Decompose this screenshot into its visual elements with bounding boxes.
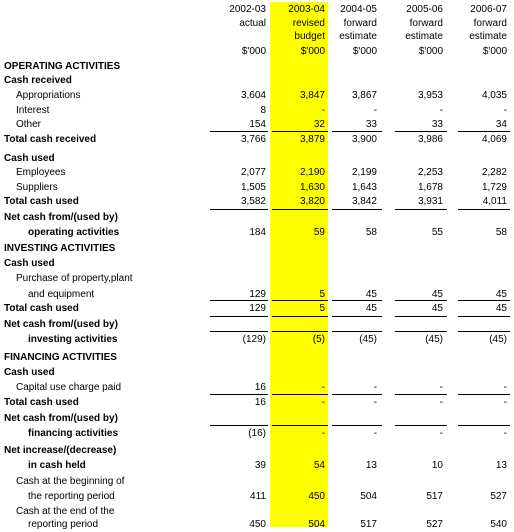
cell-value: - — [439, 382, 443, 393]
cell-value: 4,011 — [482, 196, 507, 207]
table-row — [0, 332, 514, 347]
rule-line — [272, 131, 328, 132]
cell-value: 1,643 — [351, 182, 377, 193]
header-row-years — [0, 2, 514, 17]
col-header: estimate — [405, 31, 443, 42]
cell-value: 3,820 — [299, 196, 325, 207]
row-label: Net cash from/(used by) — [4, 413, 118, 424]
cell-value: (129) — [242, 334, 266, 345]
rule-line — [458, 316, 510, 317]
cell-value: 5 — [319, 303, 325, 314]
col-header: actual — [239, 18, 266, 29]
row-label: Other — [16, 119, 42, 130]
col-header: 2006-07 — [470, 4, 507, 15]
table-row — [0, 395, 514, 410]
row-label: Suppliers — [16, 182, 58, 193]
row-label: Interest — [16, 105, 50, 116]
cell-value: 504 — [360, 491, 377, 502]
row-label: operating activities — [28, 227, 120, 238]
rule-line — [332, 331, 382, 332]
rule-line — [395, 394, 447, 395]
cell-value: - — [373, 397, 377, 408]
table-row — [0, 443, 514, 458]
cell-value: 1,678 — [417, 182, 443, 193]
cell-value: - — [373, 105, 377, 116]
col-header: 2005-06 — [406, 4, 443, 15]
cell-value: - — [439, 397, 443, 408]
table-row — [0, 194, 514, 209]
table-row — [0, 165, 514, 180]
rule-line — [272, 316, 328, 317]
cell-value: 4,035 — [481, 90, 507, 101]
cell-value: 184 — [249, 227, 266, 238]
rule-line — [210, 316, 268, 317]
table-row — [0, 517, 514, 532]
cell-value: (16) — [248, 428, 266, 439]
table-row — [0, 301, 514, 316]
rule-line — [210, 300, 268, 301]
cell-value: (45) — [425, 334, 443, 345]
table-row — [0, 426, 514, 441]
cell-value: - — [439, 105, 443, 116]
row-label: in cash held — [28, 460, 86, 471]
row-label: Capital use charge paid — [16, 382, 122, 393]
cell-value: 1,630 — [299, 182, 325, 193]
cell-value: 3,900 — [351, 134, 377, 145]
cell-value: - — [321, 105, 325, 116]
rule-line — [272, 209, 328, 210]
cell-value: 13 — [365, 460, 377, 471]
rule-line — [210, 331, 268, 332]
cell-value: - — [503, 105, 507, 116]
cell-value: - — [321, 397, 325, 408]
cell-value: 3,953 — [417, 90, 443, 101]
cell-value: 10 — [431, 460, 443, 471]
col-header: forward — [409, 18, 443, 29]
cell-value: 39 — [254, 460, 266, 471]
rule-line — [395, 131, 447, 132]
row-label: FINANCING ACTIVITIES — [4, 352, 117, 363]
col-unit: $'000 — [241, 46, 266, 57]
rule-line — [272, 394, 328, 395]
cell-value: 55 — [431, 227, 443, 238]
row-label: financing activities — [28, 428, 119, 439]
cell-value: 3,766 — [240, 134, 266, 145]
col-header: revised — [292, 18, 325, 29]
cell-value: 45 — [431, 303, 443, 314]
cell-value: 16 — [254, 382, 266, 393]
row-label: Total cash used — [4, 397, 79, 408]
col-header: 2004-05 — [340, 4, 377, 15]
cell-value: 45 — [365, 289, 377, 300]
row-label: Net increase/(decrease) — [4, 445, 117, 456]
cell-value: 3,604 — [240, 90, 266, 101]
cell-value: 450 — [249, 519, 266, 530]
cell-value: 154 — [249, 119, 266, 130]
row-label: reporting period — [28, 519, 99, 530]
cell-value: 45 — [495, 289, 507, 300]
col-header: forward — [343, 18, 377, 29]
cell-value: 3,842 — [351, 196, 377, 207]
row-label: and equipment — [28, 289, 95, 300]
cell-value: 504 — [308, 519, 325, 530]
rule-line — [395, 316, 447, 317]
cell-value: 45 — [365, 303, 377, 314]
rule-line — [395, 425, 447, 426]
cell-value: (45) — [359, 334, 377, 345]
rule-line — [332, 209, 382, 210]
cell-value: 16 — [254, 397, 266, 408]
col-header: forward — [473, 18, 507, 29]
rule-line — [395, 331, 447, 332]
table-row — [0, 73, 514, 88]
table-row — [0, 458, 514, 473]
cell-value: 2,190 — [299, 167, 325, 178]
cell-value: 33 — [431, 119, 443, 130]
row-label: Cash at the beginning of — [16, 476, 125, 487]
col-unit: $'000 — [482, 46, 507, 57]
col-header: estimate — [339, 31, 377, 42]
table-row — [0, 271, 514, 286]
col-header: budget — [294, 31, 325, 42]
cell-value: 517 — [426, 491, 443, 502]
row-label: Net cash from/(used by) — [4, 319, 118, 330]
cell-value: 3,867 — [351, 90, 377, 101]
cell-value: 32 — [313, 119, 325, 130]
table-row — [0, 350, 514, 365]
table-row — [0, 132, 514, 147]
cell-value: - — [321, 382, 325, 393]
cell-value: 54 — [313, 460, 325, 471]
row-label: Cash received — [4, 75, 72, 86]
rule-line — [272, 300, 328, 301]
table-row — [0, 241, 514, 256]
table-row — [0, 117, 514, 132]
cell-value: 527 — [490, 491, 507, 502]
cell-value: 1,729 — [481, 182, 507, 193]
row-label: Cash used — [4, 153, 55, 164]
col-unit: $'000 — [418, 46, 443, 57]
row-label: Cash used — [4, 258, 55, 269]
row-label: OPERATING ACTIVITIES — [4, 61, 121, 72]
rule-line — [210, 209, 268, 210]
row-label: the reporting period — [28, 491, 115, 502]
cell-value: 2,199 — [351, 167, 377, 178]
row-label: Cash used — [4, 367, 55, 378]
cell-value: - — [373, 428, 377, 439]
table-row — [0, 317, 514, 332]
col-header: 2002-03 — [229, 4, 266, 15]
header-row-type-2 — [0, 29, 514, 44]
cell-value: 34 — [495, 119, 507, 130]
rule-line — [458, 209, 510, 210]
row-label: Net cash from/(used by) — [4, 212, 118, 223]
table-row — [0, 180, 514, 195]
cell-value: - — [439, 428, 443, 439]
col-header: estimate — [469, 31, 507, 42]
rule-line — [332, 316, 382, 317]
header-row-units — [0, 44, 514, 59]
cell-value: - — [321, 428, 325, 439]
rule-line — [458, 394, 510, 395]
cell-value: 8 — [260, 105, 266, 116]
cell-value: 58 — [495, 227, 507, 238]
cell-value: (45) — [489, 334, 507, 345]
row-label: Total cash used — [4, 196, 79, 207]
rule-line — [332, 300, 382, 301]
row-label: Total cash received — [4, 134, 97, 145]
cell-value: - — [503, 428, 507, 439]
cell-value: 450 — [308, 491, 325, 502]
cell-value: 13 — [495, 460, 507, 471]
cell-value: 33 — [365, 119, 377, 130]
cell-value: - — [503, 397, 507, 408]
rule-line — [210, 394, 268, 395]
cell-value: 2,282 — [481, 167, 507, 178]
cell-value: 129 — [249, 303, 266, 314]
cell-value: 411 — [250, 491, 266, 502]
col-unit: $'000 — [352, 46, 377, 57]
rule-line — [332, 394, 382, 395]
cell-value: 3,879 — [299, 134, 325, 145]
row-label: Appropriations — [16, 90, 81, 101]
col-header: 2003-04 — [288, 4, 325, 15]
rule-line — [458, 131, 510, 132]
rule-line — [210, 131, 268, 132]
rule-line — [458, 300, 510, 301]
cell-value: 5 — [319, 289, 325, 300]
table-row — [0, 365, 514, 380]
table-row — [0, 411, 514, 426]
rule-line — [395, 209, 447, 210]
row-label: investing activities — [28, 334, 118, 345]
cell-value: 3,847 — [299, 90, 325, 101]
table-row — [0, 489, 514, 504]
table-row — [0, 256, 514, 271]
rule-line — [395, 300, 447, 301]
cell-value: 4,069 — [481, 134, 507, 145]
cell-value: 517 — [360, 519, 377, 530]
table-row — [0, 474, 514, 489]
cell-value: 2,077 — [240, 167, 266, 178]
cell-value: 45 — [495, 303, 507, 314]
table-row — [0, 210, 514, 225]
col-unit: $'000 — [300, 46, 325, 57]
cell-value: 527 — [426, 519, 443, 530]
cell-value: 3,986 — [417, 134, 443, 145]
cell-value: 540 — [490, 519, 507, 530]
cell-value: 59 — [313, 227, 325, 238]
table-row — [0, 59, 514, 74]
row-label: Purchase of property,plant — [16, 273, 133, 284]
table-row — [0, 225, 514, 240]
cell-value: 58 — [365, 227, 377, 238]
table-row — [0, 151, 514, 166]
cell-value: 3,931 — [417, 196, 443, 207]
rule-line — [458, 425, 510, 426]
cell-value: 2,253 — [417, 167, 443, 178]
cell-value: - — [373, 382, 377, 393]
row-label: Cash at the end of the — [16, 506, 115, 517]
cell-value: 1,505 — [240, 182, 266, 193]
cell-value: (5) — [312, 334, 325, 345]
rule-line — [332, 131, 382, 132]
cell-value: 3,582 — [240, 196, 266, 207]
cell-value: 45 — [431, 289, 443, 300]
table-row — [0, 103, 514, 118]
table-row — [0, 380, 514, 395]
row-label: INVESTING ACTIVITIES — [4, 243, 116, 254]
cell-value: 129 — [249, 289, 266, 300]
rule-line — [332, 425, 382, 426]
row-label: Total cash used — [4, 303, 79, 314]
rule-line — [210, 425, 268, 426]
cell-value: - — [503, 382, 507, 393]
rule-line — [272, 331, 328, 332]
table-row — [0, 88, 514, 103]
row-label: Employees — [16, 167, 66, 178]
rule-line — [272, 425, 328, 426]
rule-line — [458, 331, 510, 332]
